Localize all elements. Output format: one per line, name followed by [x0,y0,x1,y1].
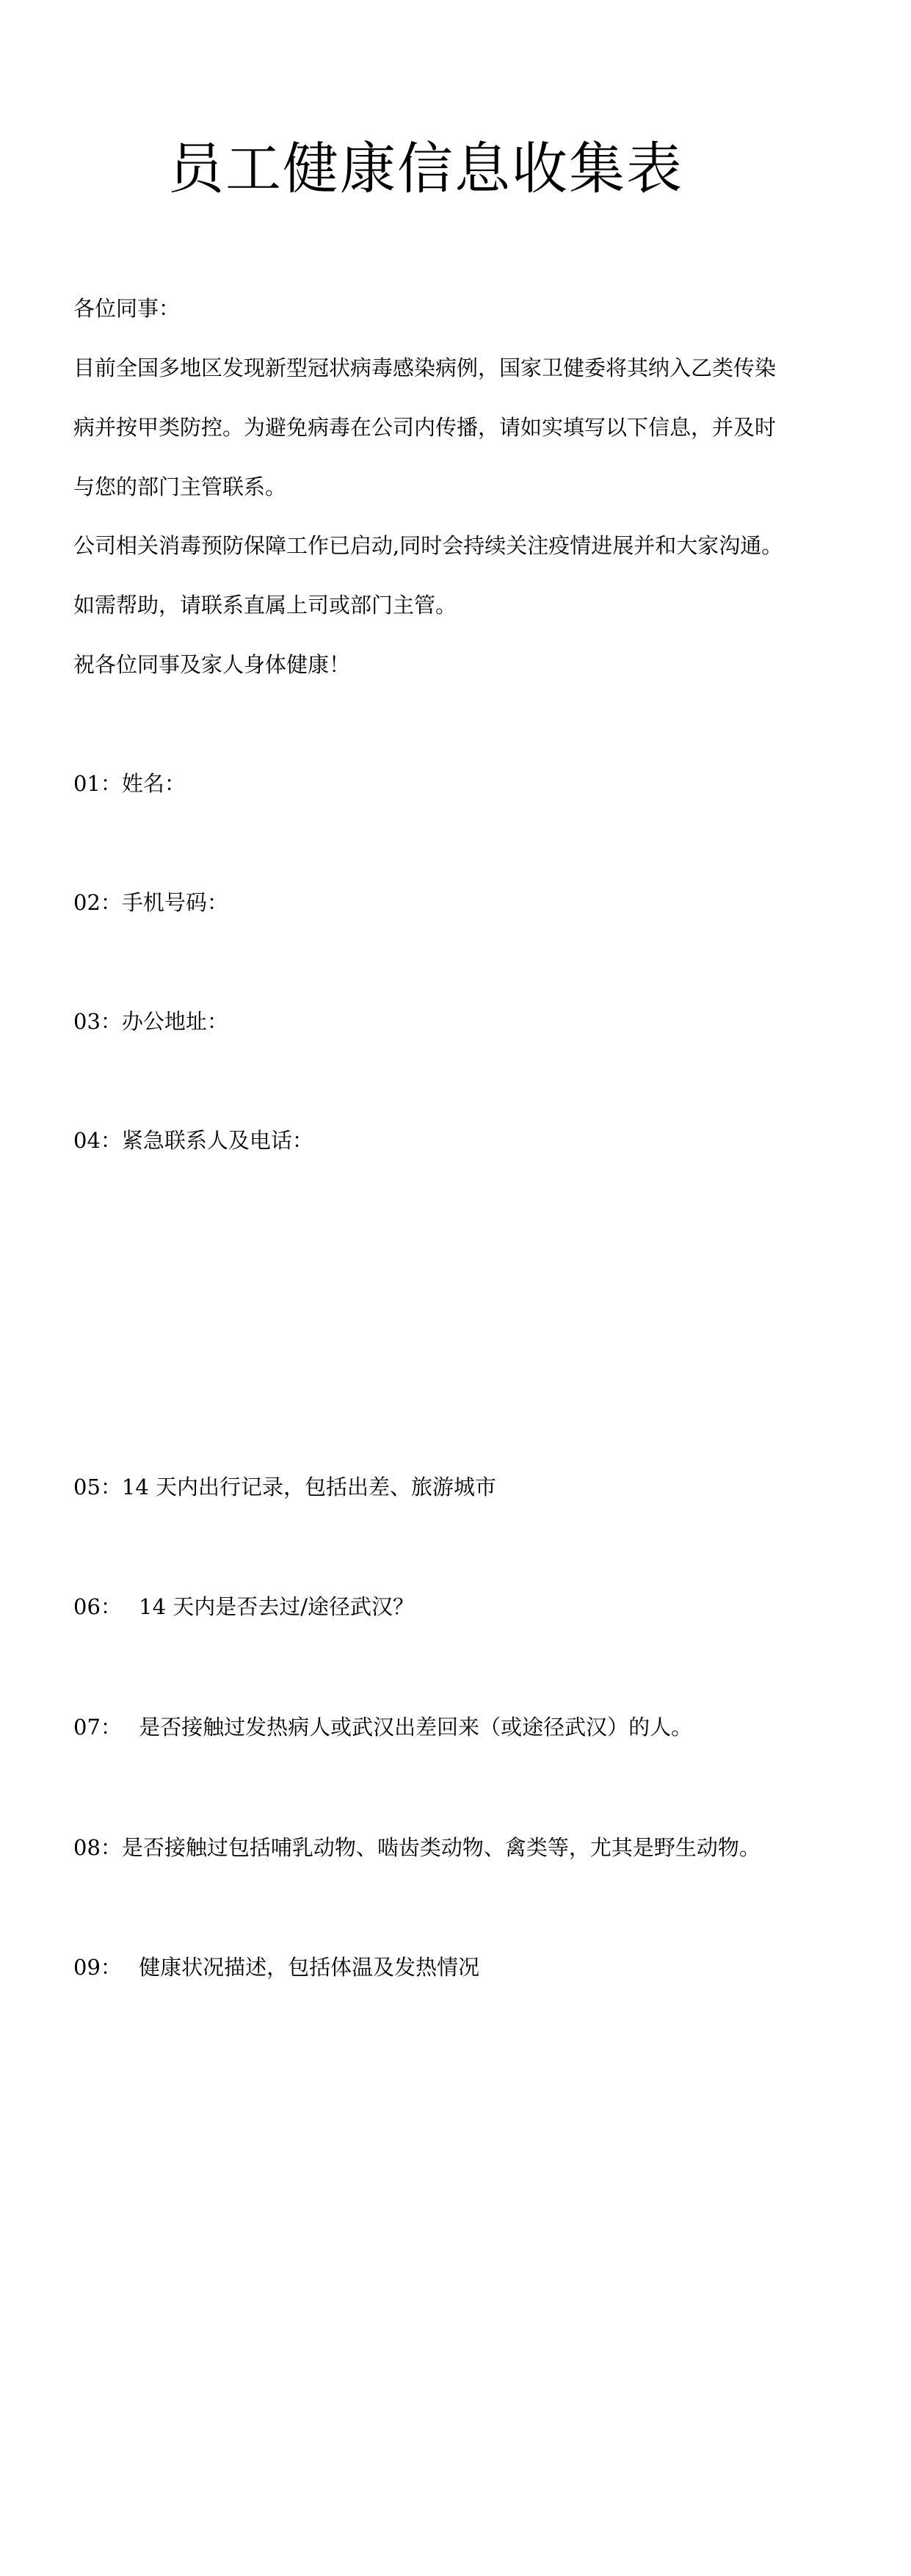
intro-paragraph-1-line-2: 病并按甲类防控。为避免病毒在公司内传播，请如实填写以下信息，并及时 [73,415,777,440]
question-text: 是否接触过包括哺乳动物、啮齿类动物、禽类等，尤其是野生动物。 [121,1835,761,1860]
question-number: 02： [73,890,122,915]
question-text: 姓名： [121,771,186,796]
question-name [73,769,186,798]
question-number: 04： [73,1128,122,1153]
question-text: 健康状况描述，包括体温及发热情况 [131,1955,480,1980]
question-number: 08： [73,1835,122,1860]
question-text: 紧急联系人及电话： [121,1128,313,1153]
question-phone [73,888,228,917]
question-health-status [73,1953,479,1982]
intro-paragraph-2-line-2: 如需帮助，请联系直属上司或部门主管。 [73,593,457,618]
question-number: 03： [73,1009,122,1034]
question-text: 14 天内出行记录，包括出差、旅游城市 [121,1475,497,1499]
question-wuhan-visit [73,1592,414,1621]
greeting: 各位同事： [73,296,181,321]
intro-paragraph-1-line-1: 目前全国多地区发现新型冠状病毒感染病例，国家卫健委将其纳入乙类传染 [73,355,777,380]
question-text: 手机号码： [121,890,228,915]
question-fever-contact [73,1712,692,1742]
question-number: 05： [73,1475,122,1499]
question-office-address [73,1007,228,1036]
question-animal-contact [73,1833,761,1862]
question-travel-record [73,1472,496,1502]
question-text: 办公地址： [121,1009,228,1034]
page-title: 员工健康信息收集表 [168,136,683,201]
intro-paragraph-2-line-1: 公司相关消毒预防保障工作已启动,同时会持续关注疫情进展并和大家沟通。 [73,533,783,558]
question-number: 01： [73,771,122,796]
question-emergency-contact [73,1126,313,1155]
question-number: 09： [73,1955,122,1980]
question-number: 07： [73,1715,122,1740]
question-number: 06： [73,1594,122,1619]
question-text: 14 天内是否去过/途径武汉？ [131,1594,415,1619]
closing-wish: 祝各位同事及家人身体健康！ [73,652,351,677]
intro-paragraph-1-line-3: 与您的部门主管联系。 [73,474,287,499]
question-text: 是否接触过发热病人或武汉出差回来（或途径武汉）的人。 [131,1715,693,1740]
